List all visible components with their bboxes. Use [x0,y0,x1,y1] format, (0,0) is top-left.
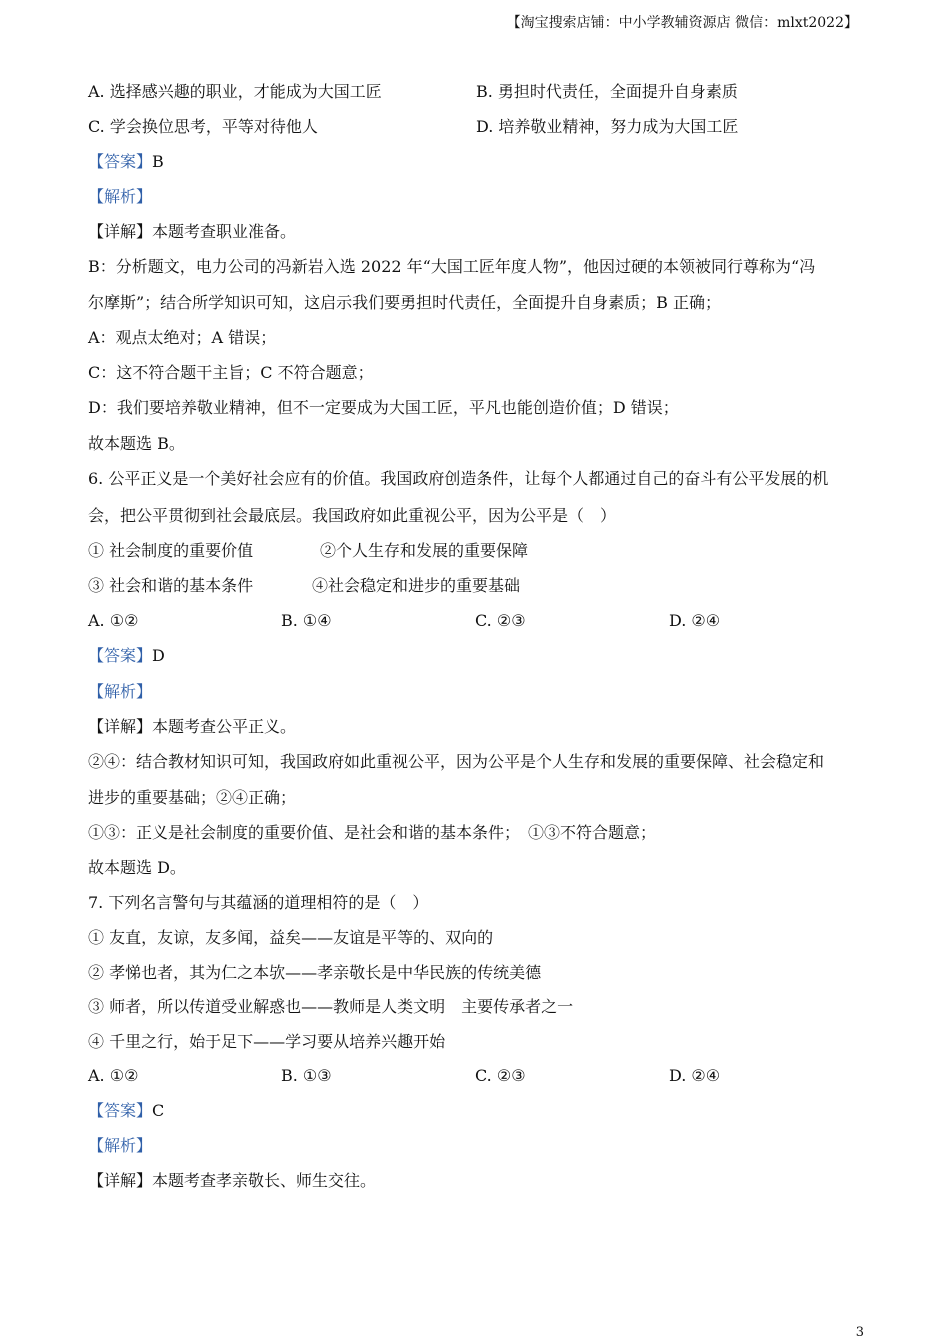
q6-items-row1 [88,540,529,562]
page-header: 【淘宝搜索店铺：中小学教辅资源店 微信：mlxt2022】 [506,15,858,31]
detail-text: 本题考查公平正义。 [152,717,297,736]
detail-text: 本题考查孝亲敬长、师生交往。 [152,1171,377,1190]
q6-line-2: 进步的重要基础；②④正确； [88,788,297,807]
q6-option-c: C. ②③ [475,611,526,630]
q7-stem: 7. 下列名言警句与其蕴涵的道理相符的是（ ） [88,893,429,912]
q6-item-1: ① 社会制度的重要价值 [88,541,254,560]
q5-option-b: B. 勇担时代责任，全面提升自身素质 [476,82,738,101]
q6-item-2: ②个人生存和发展的重要保障 [320,541,529,560]
detail-text: 本题考查职业准备。 [152,222,297,241]
q5-option-d: D. 培养敬业精神，努力成为大国工匠 [476,117,739,136]
answer-value: B [152,152,164,171]
detail-label: 【详解】 [88,717,153,736]
q7-option-c: C. ②③ [475,1066,526,1085]
q6-line-1: ②④：结合教材知识可知，我国政府如此重视公平，因为公平是个人生存和发展的重要保障、社会稳定和 [88,752,825,771]
q5-line-6: 故本题选 B。 [88,434,185,453]
q7-analysis-label: 【解析】 [88,1136,153,1155]
answer-label: 【答案】 [88,646,153,665]
q6-analysis-label: 【解析】 [88,682,153,701]
q5-options-row2 [88,116,739,138]
q6-answer [88,645,165,667]
q6-detail [88,716,296,738]
q6-item-3: ③ 社会和谐的基本条件 [88,576,254,595]
q7-option-d: D. ②④ [669,1066,721,1085]
q6-stem-line1: 6. 公平正义是一个美好社会应有的价值。我国政府创造条件，让每个人都通过自己的奋斗有公平发展的机 [88,469,829,488]
q5-detail [88,221,296,243]
q6-options [88,610,868,632]
detail-label: 【详解】 [88,1171,153,1190]
q7-options [88,1065,868,1087]
q7-item-3: ③ 师者，所以传道受业解惑也——教师是人类文明 主要传承者之一 [88,997,574,1016]
q7-answer [88,1100,164,1122]
answer-label: 【答案】 [88,152,153,171]
q6-option-d: D. ②④ [669,611,721,630]
q7-option-b: B. ①③ [281,1066,332,1085]
q5-analysis-label: 【解析】 [88,187,153,206]
q5-option-c: C. 学会换位思考，平等对待他人 [88,117,318,136]
q7-item-1: ① 友直，友谅，友多闻，益矣——友谊是平等的、双向的 [88,928,494,947]
q6-option-a: A. ①② [88,611,139,630]
q6-items-row2 [88,575,521,597]
q5-line-5: D：我们要培养敬业精神，但不一定要成为大国工匠，平凡也能创造价值；D 错误； [88,398,679,417]
q6-line-4: 故本题选 D。 [88,858,186,877]
answer-value: C [152,1101,165,1120]
q5-option-a: A. 选择感兴趣的职业，才能成为大国工匠 [88,82,382,101]
detail-label: 【详解】 [88,222,153,241]
q7-item-2: ② 孝悌也者，其为仁之本欤——孝亲敬长是中华民族的传统美德 [88,963,542,982]
q7-option-a: A. ①② [88,1066,139,1085]
q6-option-b: B. ①④ [281,611,332,630]
answer-label: 【答案】 [88,1101,153,1120]
q6-stem-line2: 会，把公平贯彻到社会最底层。我国政府如此重视公平，因为公平是（ ） [88,506,617,525]
q7-item-4: ④ 千里之行，始于足下——学习要从培养兴趣开始 [88,1032,446,1051]
q5-line-3: A：观点太绝对；A 错误； [88,328,277,347]
q7-detail [88,1170,376,1192]
answer-value: D [152,646,165,665]
page-number: 3 [855,1325,864,1340]
q5-answer [88,151,164,173]
q6-item-4: ④社会稳定和进步的重要基础 [312,576,521,595]
q6-line-3: ①③：正义是社会制度的重要价值、是社会和谐的基本条件； ①③不符合题意； [88,823,657,842]
q5-options-row1 [88,81,738,103]
q5-line-1: B：分析题文，电力公司的冯新岩入选 2022 年“大国工匠年度人物”，他因过硬的本领被同行尊称为“冯 [88,257,816,276]
q5-line-2: 尔摩斯”；结合所学知识可知，这启示我们要勇担时代责任，全面提升自身素质；B 正确； [88,293,722,312]
q5-line-4: C：这不符合题干主旨；C 不符合题意； [88,363,374,382]
